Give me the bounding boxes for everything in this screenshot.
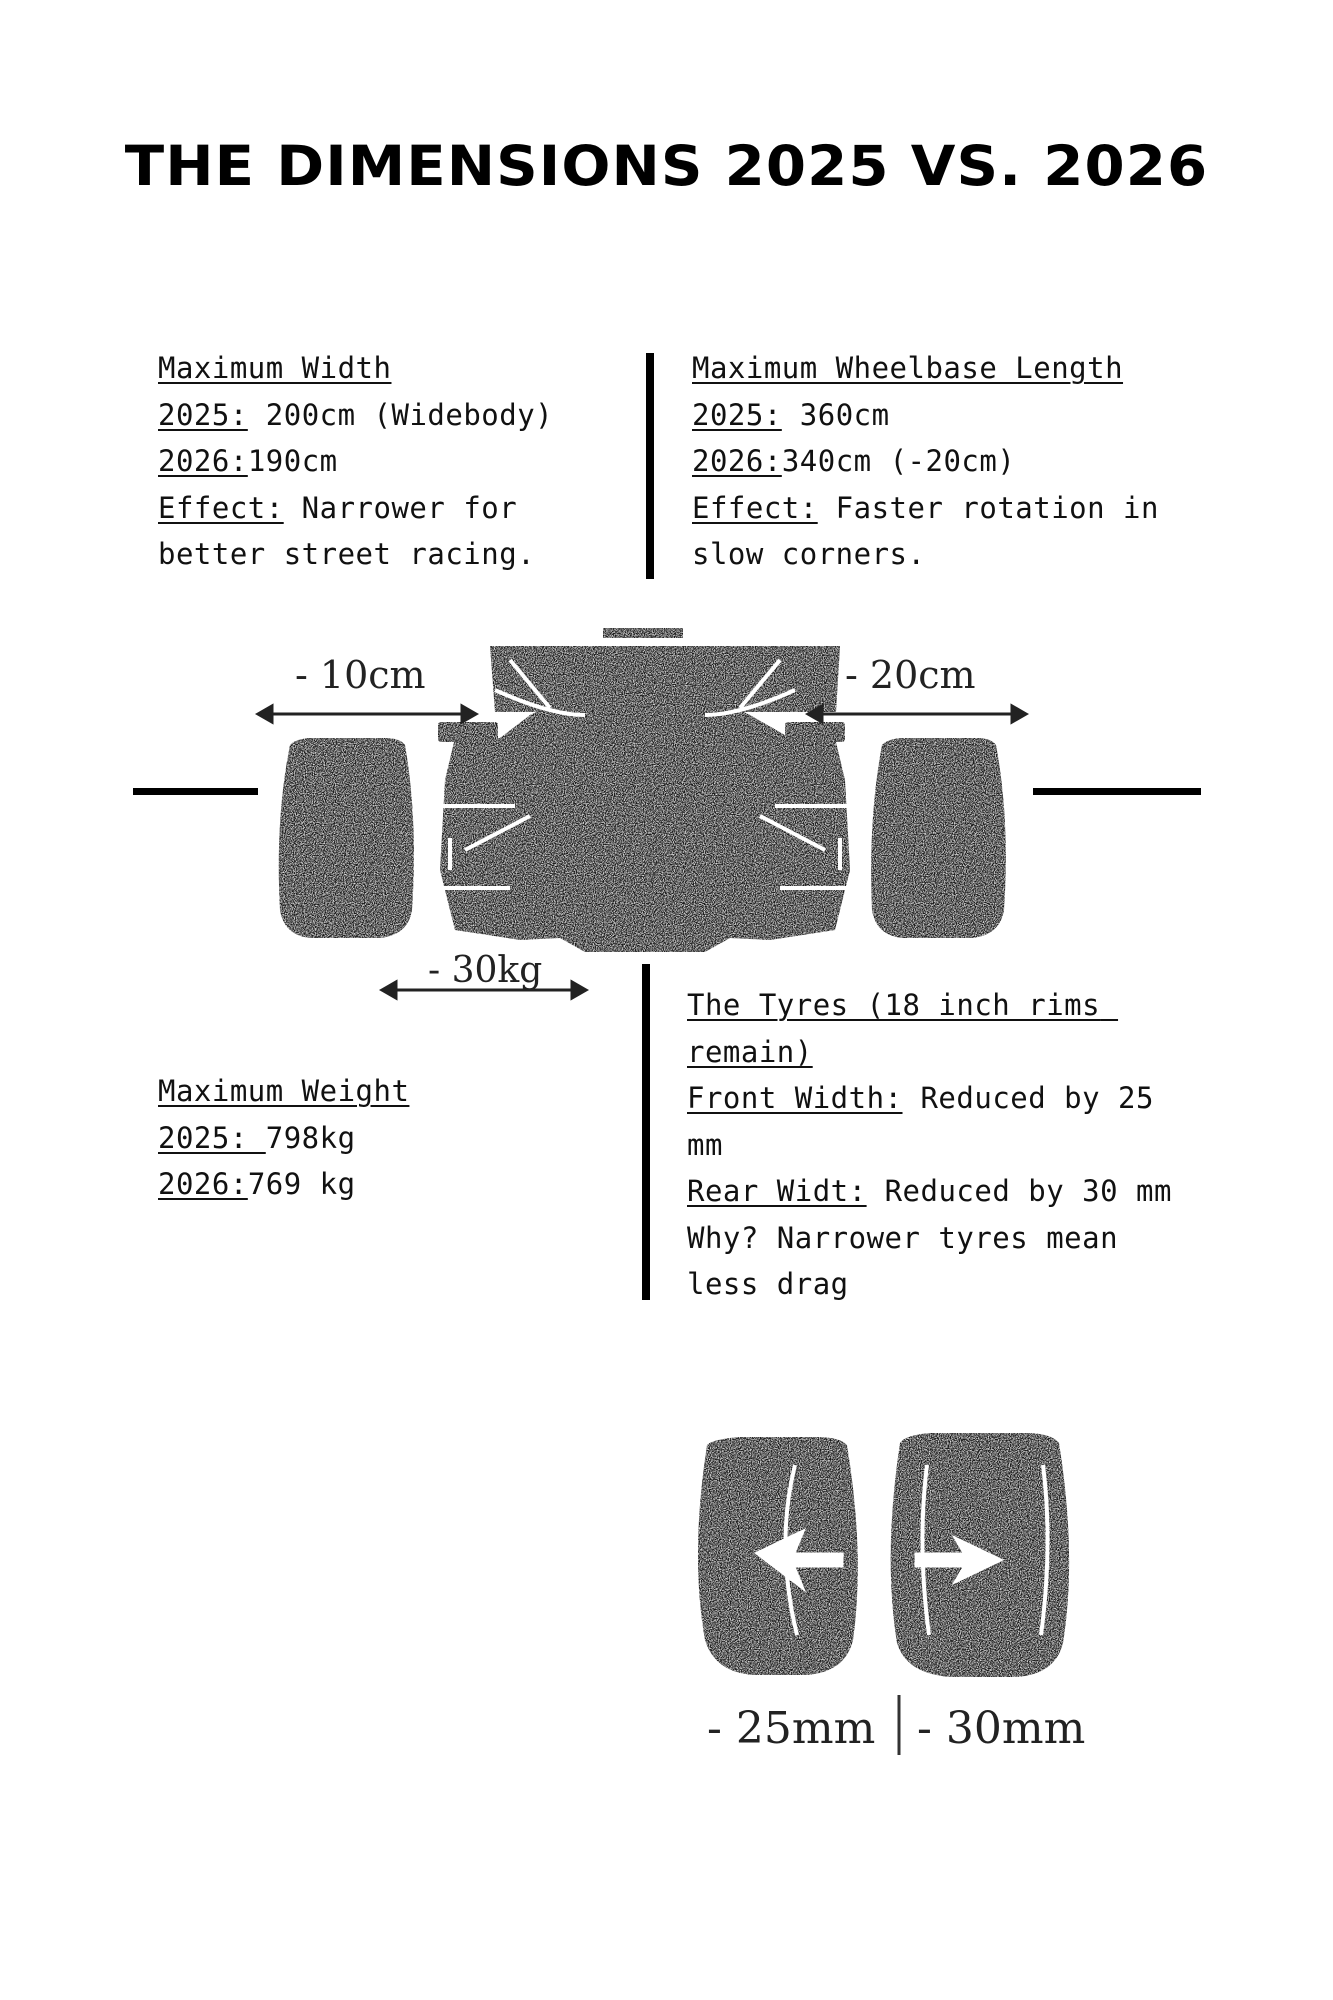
page-title: THE DIMENSIONS 2025 VS. 2026: [124, 134, 1209, 198]
car-label-right: - 20cm: [845, 653, 976, 697]
divider-top: [646, 353, 654, 579]
tyres-rear-label: Rear Widt:: [687, 1174, 867, 1208]
width-effect-value: Narrower for better street racing.: [158, 490, 536, 571]
weight-2025-value: 798kg: [265, 1120, 356, 1155]
width-2026-label: 2026:: [158, 444, 248, 478]
wheelbase-2026-label: 2026:: [692, 444, 782, 478]
wheelbase-2025-value: 360cm: [781, 397, 890, 432]
weight-section: [158, 1068, 598, 1208]
wheelbase-effect-label: Effect:: [692, 490, 818, 525]
tyres-front-value: Reduced by 25 mm: [687, 1081, 1172, 1162]
width-heading: Maximum Width: [158, 351, 392, 385]
tyres-rear-value: Reduced by 30 mm: [866, 1174, 1172, 1208]
divider-left: [133, 788, 258, 795]
width-section: [158, 345, 628, 578]
divider-bottom: [642, 964, 650, 1300]
wheelbase-2025-label: 2025:: [692, 397, 782, 432]
wheelbase-section: [692, 345, 1212, 578]
tyre-label-rear: - 30mm: [917, 1703, 1086, 1754]
width-2026-value: 190cm: [247, 444, 338, 478]
tyres-why: Why? Narrower tyres mean less drag: [687, 1220, 1136, 1301]
wheelbase-2026-value: 340cm (-20cm): [781, 444, 1016, 478]
width-2025-value: 200cm (Widebody): [247, 397, 554, 432]
tyre-pair-icon: [685, 1425, 1115, 1770]
wheelbase-heading: Maximum Wheelbase Length: [692, 351, 1124, 385]
tyres-heading: The Tyres (18 inch rims remain): [687, 988, 1119, 1069]
wheelbase-effect-value: Faster rotation in slow corners.: [692, 490, 1177, 571]
divider-right: [1033, 788, 1201, 795]
width-2025-label: 2025:: [158, 397, 248, 432]
car-label-left: - 10cm: [295, 653, 426, 697]
car-label-weight: - 30kg: [428, 950, 543, 991]
weight-2026-label: 2026:: [158, 1167, 248, 1201]
tyres-section: [687, 982, 1197, 1308]
tyre-label-front: - 25mm: [707, 1703, 876, 1754]
weight-2026-value: 769 kg: [247, 1167, 356, 1201]
width-effect-label: Effect:: [158, 490, 284, 525]
weight-heading: Maximum Weight: [158, 1074, 410, 1108]
weight-2025-label: 2025:: [158, 1120, 266, 1155]
f1-car-front-icon: [250, 620, 1040, 1010]
tyres-front-label: Front Width:: [687, 1081, 903, 1115]
